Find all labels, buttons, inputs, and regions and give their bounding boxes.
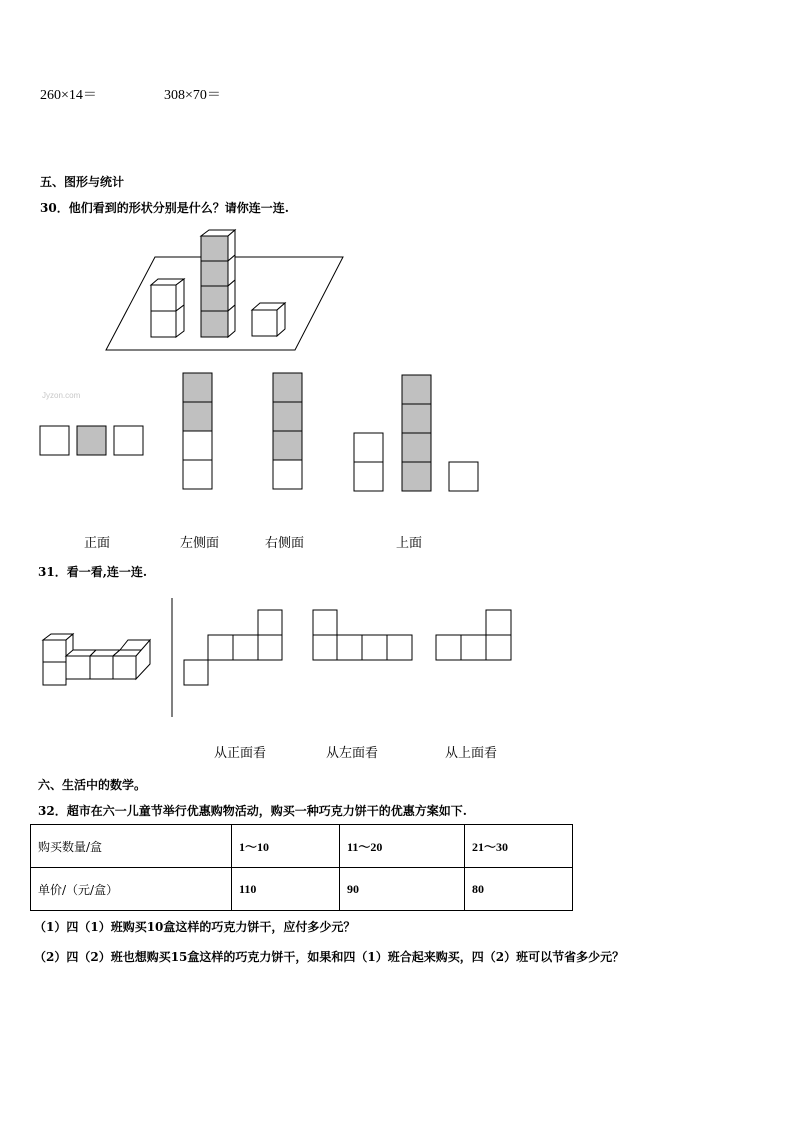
label-view-front: 从正面看: [214, 746, 267, 761]
table-cell: 1～10: [232, 825, 340, 868]
label-right-side: 右侧面: [265, 536, 305, 551]
table-cell: 单价/（元/盒）: [31, 868, 232, 911]
label-left-side: 左侧面: [180, 536, 220, 551]
price-table: [30, 824, 573, 911]
table-cell: 11～20: [340, 825, 465, 868]
q31-question: 31．看一看,连一连.: [38, 565, 148, 579]
watermark: Jyzon.com: [42, 391, 81, 400]
label-front: 正面: [84, 536, 111, 551]
q32-sub1: （1）四（1）班购买10盒这样的巧克力饼干，应付多少元？: [34, 920, 356, 934]
calc-expression-2: 308×70＝: [164, 88, 221, 103]
label-view-left: 从左面看: [326, 746, 379, 761]
calc-expression-1: 260×14＝: [40, 88, 97, 103]
table-cell: 110: [232, 868, 340, 911]
table-cell: 90: [340, 868, 465, 911]
q32-question: 32．超市在六一儿童节举行优惠购物活动，购买一种巧克力饼干的优惠方案如下.: [38, 804, 467, 818]
table-cell: 购买数量/盒: [31, 825, 232, 868]
section6-title: 六、生活中的数学。: [38, 778, 147, 792]
table-row: [31, 868, 573, 911]
label-top: 上面: [396, 536, 423, 551]
q30-question: 30．他们看到的形状分别是什么？请你连一连.: [40, 201, 289, 215]
table-row: [31, 825, 573, 868]
table-cell: 80: [465, 868, 573, 911]
table-cell: 21～30: [465, 825, 573, 868]
q32-sub2: （2）四（2）班也想购买15盒这样的巧克力饼干，如果和四（1）班合起来购买，四（2）班可以节省多少元？: [34, 950, 625, 964]
label-view-top: 从上面看: [445, 746, 498, 761]
section5-title: 五、图形与统计: [40, 175, 125, 189]
